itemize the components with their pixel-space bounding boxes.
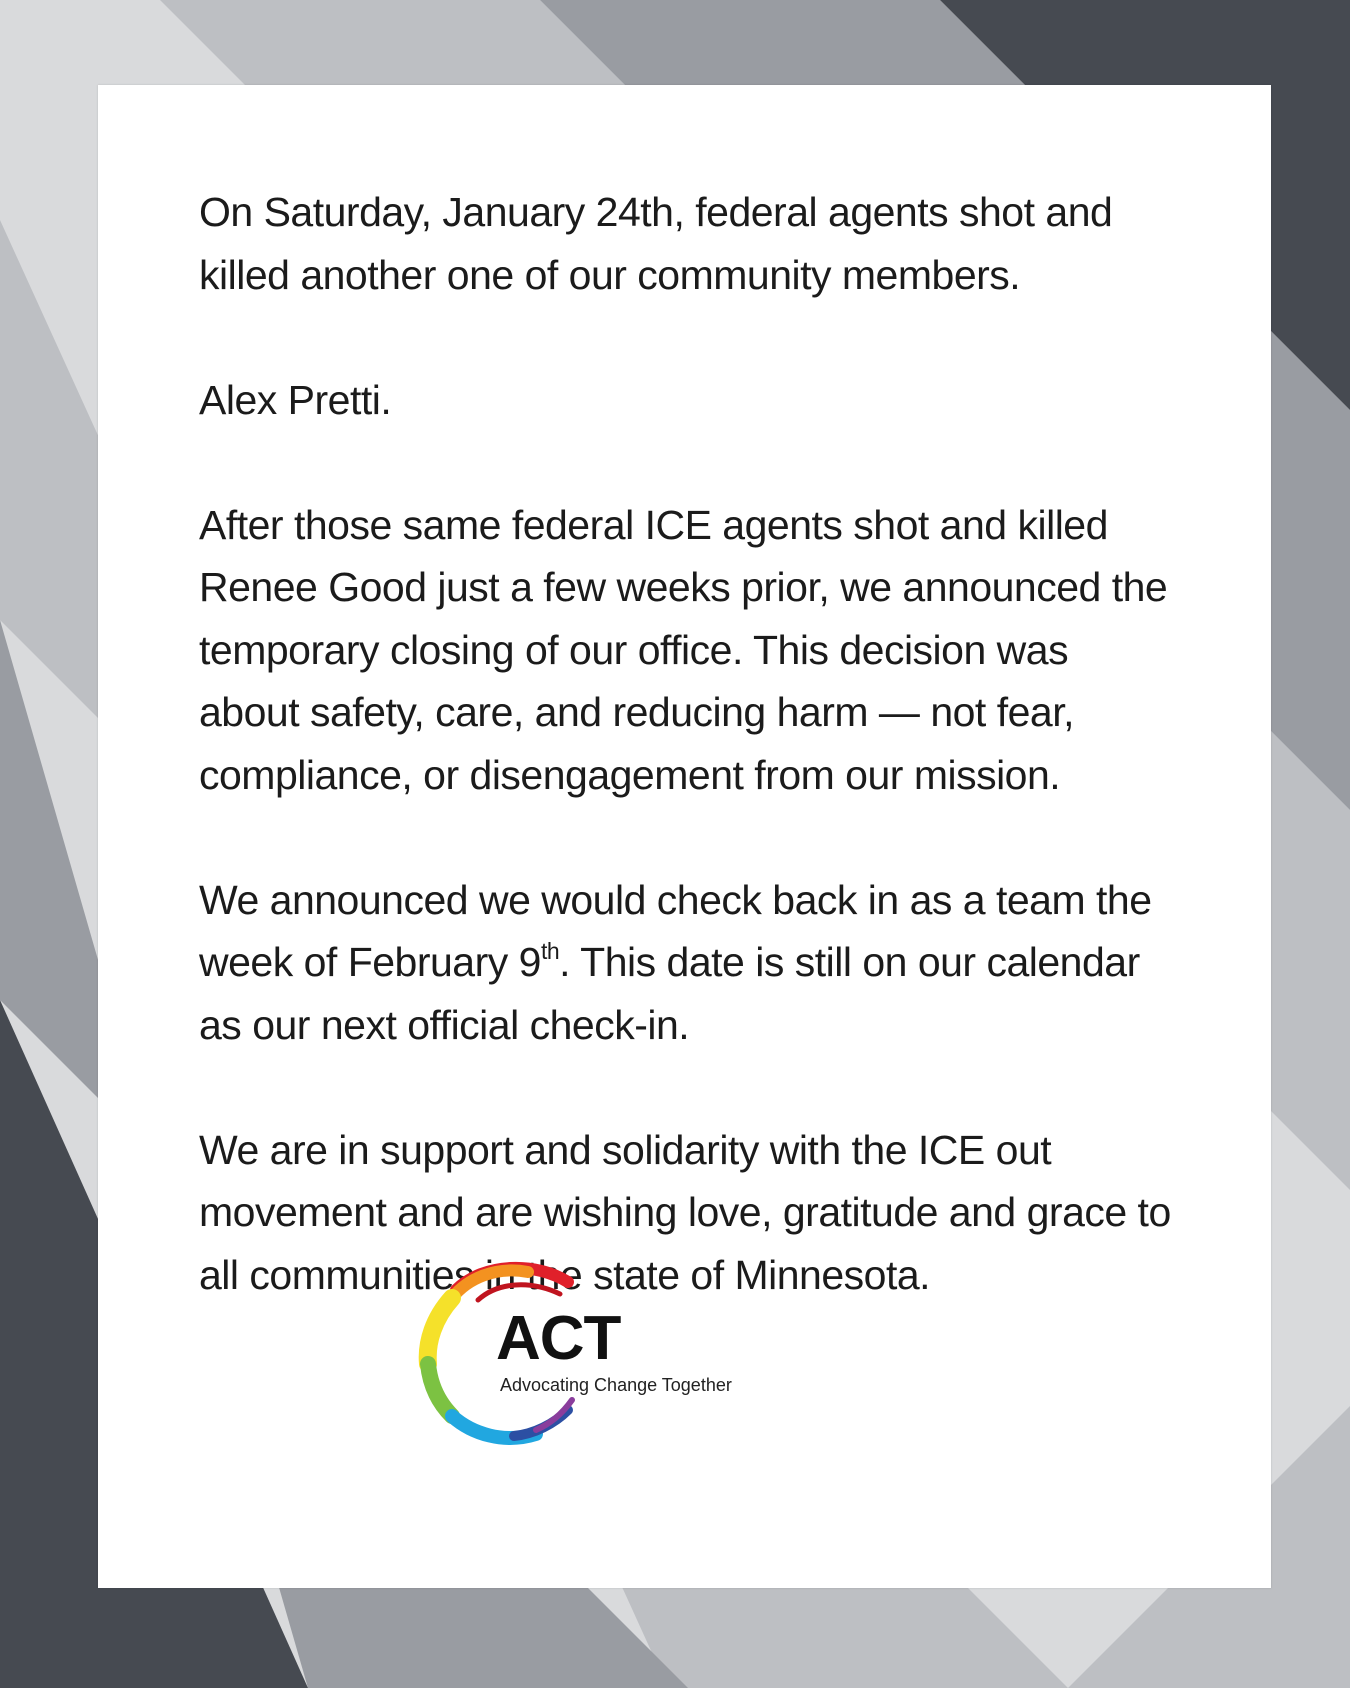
logo-wordmark: ACT [496,1304,621,1373]
paragraph-3-line-5: compliance, or disengagement from our mission. [199,751,1061,798]
paragraph-1-line-1: On Saturday, January 24th, federal agents shot and [199,189,1113,235]
paragraph-3-line-4: about safety, care, and reducing harm — not fear, [199,689,1074,735]
paragraph-4 [199,869,1199,1057]
paragraph-2-line-1: Alex Pretti. [199,376,392,423]
paragraph-1-line-2: killed another one of our community members. [199,251,1021,298]
paragraph-5-line-3: all communities in the state of Minnesota. [199,1251,931,1298]
paragraph-2 [199,369,1199,432]
paragraph-4-line-2 [199,931,1199,994]
ordinal-suffix: th [540,938,560,964]
date-continuation: . This date is still on our calendar [559,939,1140,985]
logo-tagline: Advocating Change Together [500,1375,732,1395]
paragraph-3-line-1: After those same federal ICE agents shot and killed [199,501,1108,548]
date-text: week of February 9 [199,939,541,985]
paragraph-4-line-1: We announced we would check back in as a team the [199,876,1152,923]
paragraph-1 [199,181,1199,306]
paragraph-3-line-3: temporary closing of our office. This decision was [199,626,1069,673]
paragraph-3-line-2: Renee Good just a few weeks prior, we announced the [199,564,1168,610]
paragraph-5-line-2: movement and are wishing love, gratitude and grace to [199,1189,1171,1235]
letter-body [199,181,1199,1306]
paragraph-3 [199,494,1199,807]
paragraph-4-line-3: as our next official check-in. [199,1001,690,1048]
act-logo [418,1260,778,1450]
paragraph-5-line-1: We are in support and solidarity with the ICE out [199,1126,1052,1173]
